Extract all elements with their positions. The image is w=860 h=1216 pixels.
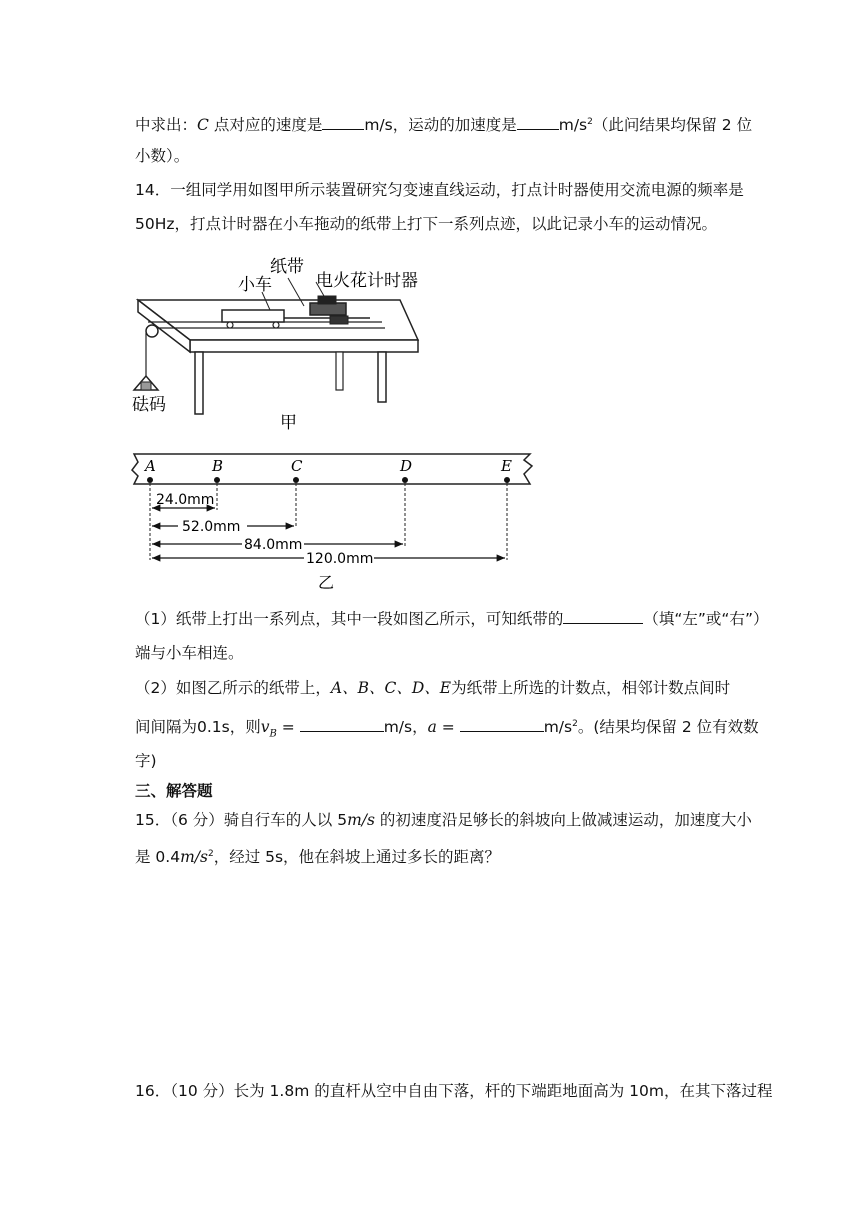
table-leg — [336, 352, 343, 390]
point-label-d: D — [400, 457, 413, 475]
pulley-icon — [146, 325, 158, 337]
q13-text: m/s，运动的加速度是 — [364, 116, 517, 135]
q14-stem-line2: 50Hz，打点计时器在小车拖动的纸带上打下一系列点迹，以此记录小车的运动情况。 — [135, 215, 718, 233]
q14-part2-eq: = — [436, 718, 460, 737]
dist-ab: 24.0mm — [156, 492, 215, 508]
label-tape: 纸带 — [270, 257, 304, 277]
q16-line1: 16．（10 分）长为 1.8m 的直杆从空中自由下落，杆的下端距地面高为 10m，在其下落过程 — [135, 1082, 773, 1100]
point-b — [214, 477, 220, 483]
label-cart: 小车 — [238, 275, 272, 295]
q14-part2-unit: m/s， — [383, 718, 428, 737]
dist-ac: 52.0mm — [182, 519, 241, 535]
q13-text: 中求出： — [135, 116, 198, 135]
figure-paper-tape — [120, 448, 540, 593]
q14-part1-hint: （填“左”或“右”） — [643, 610, 769, 628]
q14-part2-eq: = — [276, 718, 300, 737]
point-c — [293, 477, 299, 483]
point-label-b: B — [212, 457, 224, 475]
q14-part1-line2: 端与小车相连。 — [135, 644, 244, 662]
section-title: 三、解答题 — [135, 782, 213, 800]
q14-part1-blank[interactable] — [563, 608, 643, 624]
q15-sup: 2 — [207, 849, 214, 859]
q14-part2-points: A、B、C、D、E — [330, 679, 452, 697]
q14-part2-blank-a[interactable] — [460, 716, 544, 732]
q14-part2-line1 — [135, 677, 730, 699]
cart-icon — [222, 310, 284, 322]
table-leg — [378, 352, 386, 402]
q14-part2-line2 — [135, 713, 759, 745]
q14-stem-line1: 14．一组同学用如图甲所示装置研究匀变速直线运动，打点计时器使用交流电源的频率是 — [135, 181, 744, 199]
label-weight: 砝码 — [132, 395, 166, 415]
spark-timer-icon — [310, 303, 346, 315]
q13-point-c: C — [197, 116, 209, 135]
table-leg — [195, 352, 203, 414]
q14-part2-sup: 2 — [572, 719, 578, 729]
q15-text: ，经过 5s，他在斜坡上通过多长的距离？ — [213, 848, 501, 867]
q14-part2-text: 间间隔为0.1s，则 — [135, 718, 261, 737]
label-timer: 电火花计时器 — [316, 271, 418, 291]
q13-line2: 小数）。 — [135, 147, 190, 165]
q13-text: 点对应的速度是 — [208, 116, 323, 135]
figure-caption-yi: 乙 — [318, 573, 335, 592]
q15-unit: m/s — [347, 811, 375, 829]
q13-line1 — [135, 111, 752, 136]
q15-line2 — [135, 843, 500, 868]
q14-part1-line1 — [135, 608, 769, 630]
point-label-c: C — [291, 457, 303, 475]
q13-blank-acceleration[interactable] — [517, 114, 559, 130]
point-d — [402, 477, 408, 483]
q14-part2-unit: m/s — [543, 718, 573, 737]
q14-part2-vsub: B — [269, 728, 277, 740]
q14-part2-v: v — [260, 718, 270, 737]
q15-text: 15．（6 分）骑自行车的人以 5 — [135, 811, 348, 829]
dist-ae: 120.0mm — [306, 551, 374, 567]
point-label-a: A — [145, 457, 156, 475]
q14-part2-a: a — [427, 718, 437, 737]
point-e — [504, 477, 510, 483]
q13-unit: m/s — [558, 116, 588, 135]
q15-line1 — [135, 809, 752, 831]
q14-part1-text: （1）纸带上打出一系列点，其中一段如图乙所示，可知纸带的 — [135, 610, 564, 628]
dist-ad: 84.0mm — [244, 537, 303, 553]
q13-blank-velocity[interactable] — [322, 114, 364, 130]
q13-text: （此问结果均保留 2 位 — [592, 116, 753, 135]
figure-apparatus — [120, 240, 440, 435]
point-label-e: E — [501, 457, 512, 475]
q15-text: 的初速度沿足够长的斜坡向上做减速运动，加速度大小 — [374, 811, 752, 829]
figure-caption-jia: 甲 — [280, 413, 297, 433]
point-a — [147, 477, 153, 483]
q14-part2-line3: 字) — [135, 752, 157, 770]
q14-part2-text: （2）如图乙所示的纸带上， — [135, 679, 331, 697]
q15-unit: m/s — [180, 848, 208, 867]
q15-text: 是 0.4 — [135, 848, 181, 867]
q14-part2-text: 为纸带上所选的计数点，相邻计数点间时 — [451, 679, 731, 697]
q13-sup: 2 — [587, 117, 593, 127]
q14-part2-text: 。(结果均保留 2 位有效数 — [577, 718, 759, 737]
table-front — [190, 340, 418, 352]
q14-part2-blank-vb[interactable] — [300, 716, 384, 732]
tape-outline — [132, 454, 532, 484]
